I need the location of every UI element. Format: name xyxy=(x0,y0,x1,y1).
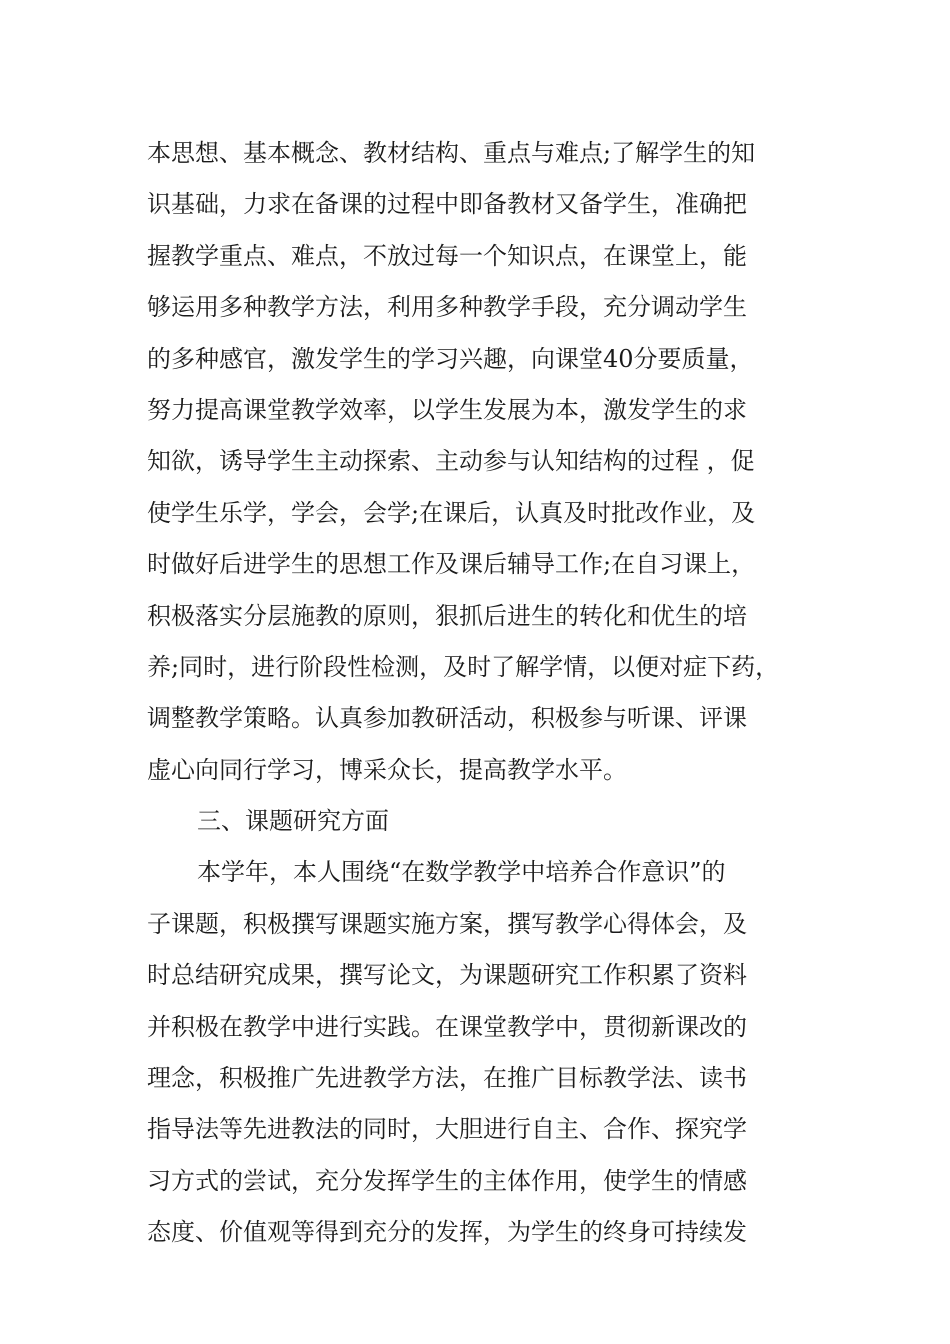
text-line: 子课题，积极撰写课题实施方案，撰写教学心得体会，及 xyxy=(147,909,747,938)
text-line: 知欲，诱导学生主动探索、主动参与认知结构的过程 ，促 xyxy=(147,447,755,476)
text-line: 够运用多种教学方法，利用多种教学手段，充分调动学生 xyxy=(147,293,747,322)
text-line: 习方式的尝试，充分发挥学生的主体作用，使学生的情感 xyxy=(147,1166,747,1195)
text-line: 并积极在教学中进行实践。在课堂教学中，贯彻新课改的 xyxy=(147,1012,747,1041)
text-line: 本思想、基本概念、教材结构、重点与难点;了解学生的知 xyxy=(147,139,756,167)
text-line: 的多种感官，激发学生的学习兴趣，向课堂40分要质量， xyxy=(147,344,754,373)
section-heading: 三、课题研究方面 xyxy=(197,807,389,836)
text-line: 指导法等先进教法的同时，大胆进行自主、合作、探究学 xyxy=(147,1115,747,1144)
text-line: 调整教学策略。认真参加教研活动，积极参与听课、评课 xyxy=(147,704,747,733)
text-line: 时做好后进学生的思想工作及课后辅导工作;在自习课上， xyxy=(147,550,756,579)
text-line: 积极落实分层施教的原则，狠抓后进生的转化和优生的培 xyxy=(147,601,747,630)
text-line: 时总结研究成果，撰写论文，为课题研究工作积累了资料 xyxy=(147,961,747,990)
text-line: 使学生乐学，学会，会学;在课后，认真及时批改作业，及 xyxy=(147,498,756,527)
text-line: 态度、价值观等得到充分的发挥，为学生的终身可持续发 xyxy=(147,1218,747,1247)
body-text xyxy=(147,130,807,1261)
text-line: 努力提高课堂教学效率，以学生发展为本，激发学生的求 xyxy=(147,395,747,424)
text-line: 识基础，力求在备课的过程中即备教材又备学生，准确把 xyxy=(147,190,747,219)
text-line: 本学年，本人围绕“在数学教学中培养合作意识”的 xyxy=(197,858,726,887)
text-line: 虚心向同行学习，博采众长，提高教学水平。 xyxy=(147,755,627,784)
text-line: 握教学重点、难点，不放过每一个知识点，在课堂上，能 xyxy=(147,241,747,270)
text-line: 理念，积极推广先进教学方法，在推广目标教学法、读书 xyxy=(147,1064,747,1093)
text-line: 养;同时，进行阶段性检测，及时了解学情，以便对症下药， xyxy=(147,652,780,681)
